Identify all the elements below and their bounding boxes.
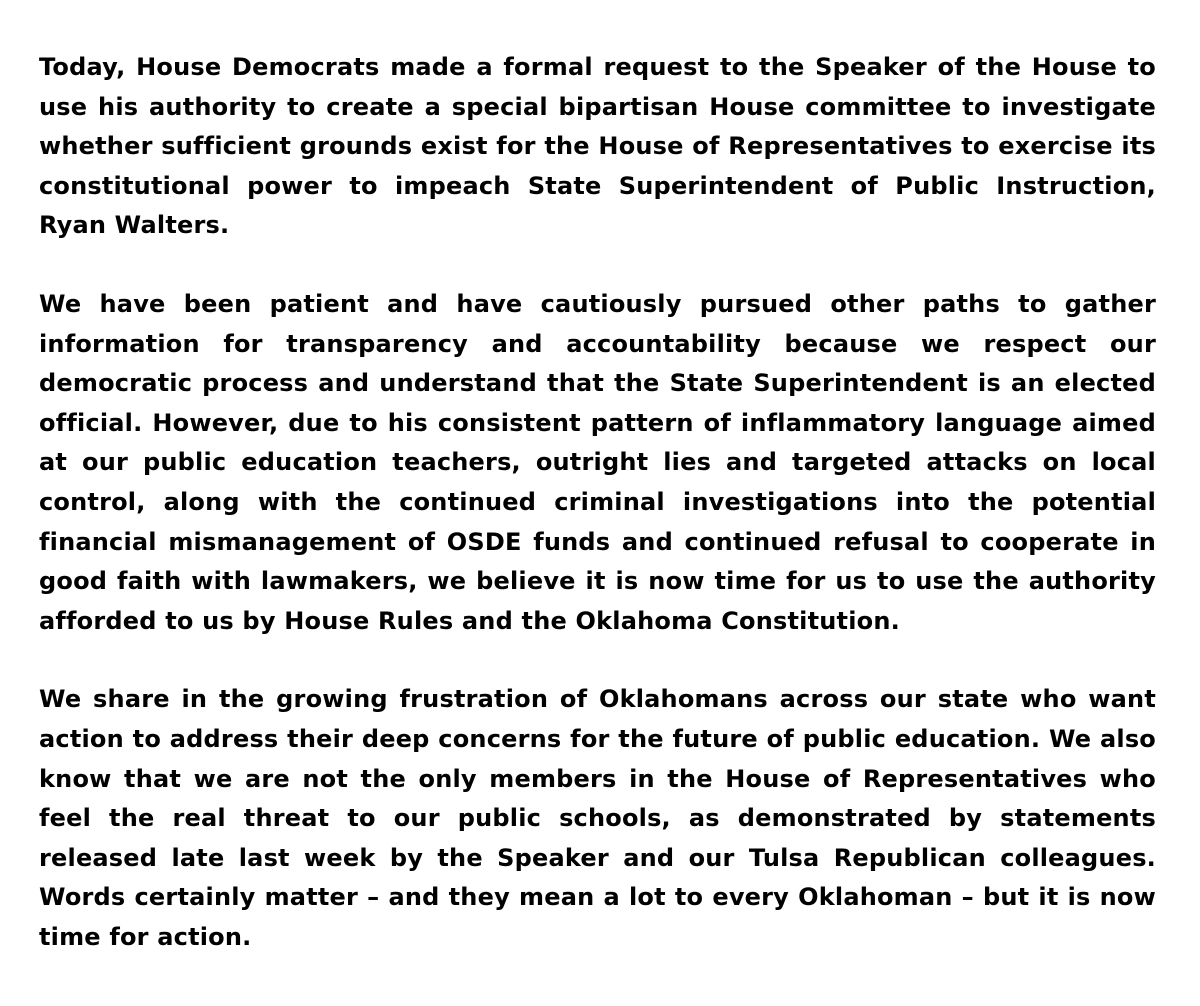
paragraph-impeachment-request: Today, House Democrats made a formal request to the Speaker of the House to use his authority to create a special bipartisan House committee to investigate whether sufficient grounds exist for the House of Representatives to exercise its constitutional power to impeach State Superintendent of Public Instruction, Ryan Walters. [39, 53, 1156, 240]
paragraph-reasons: We have been patient and have cautiously pursued other paths to gather information for transparency and accountability because we respect our democratic process and understand that the State Superintendent is an elected official. However, due to his consistent pattern of inflammatory language aimed at our public education teachers, outright lies and targeted attacks on local control, along with the continued criminal investigations into the potential financial mismanagement of OSDE funds and continued refusal to cooperate in good faith with lawmakers, we believe it is now time for us to use the authority afforded to us by House Rules and the Oklahoma Constitution. [39, 289, 1156, 635]
paragraph-call-to-action: We share in the growing frustration of Oklahomans across our state who want action to address their deep concerns for the future of public education. We also know that we are not the only members in the House of Representatives who feel the real threat to our public schools, as demonstrated by statements released late last week by the Speaker and our Tulsa Republican colleagues. Words certainly matter – and they mean a lot to every Oklahoman – but it is now time for action. [39, 685, 1156, 951]
